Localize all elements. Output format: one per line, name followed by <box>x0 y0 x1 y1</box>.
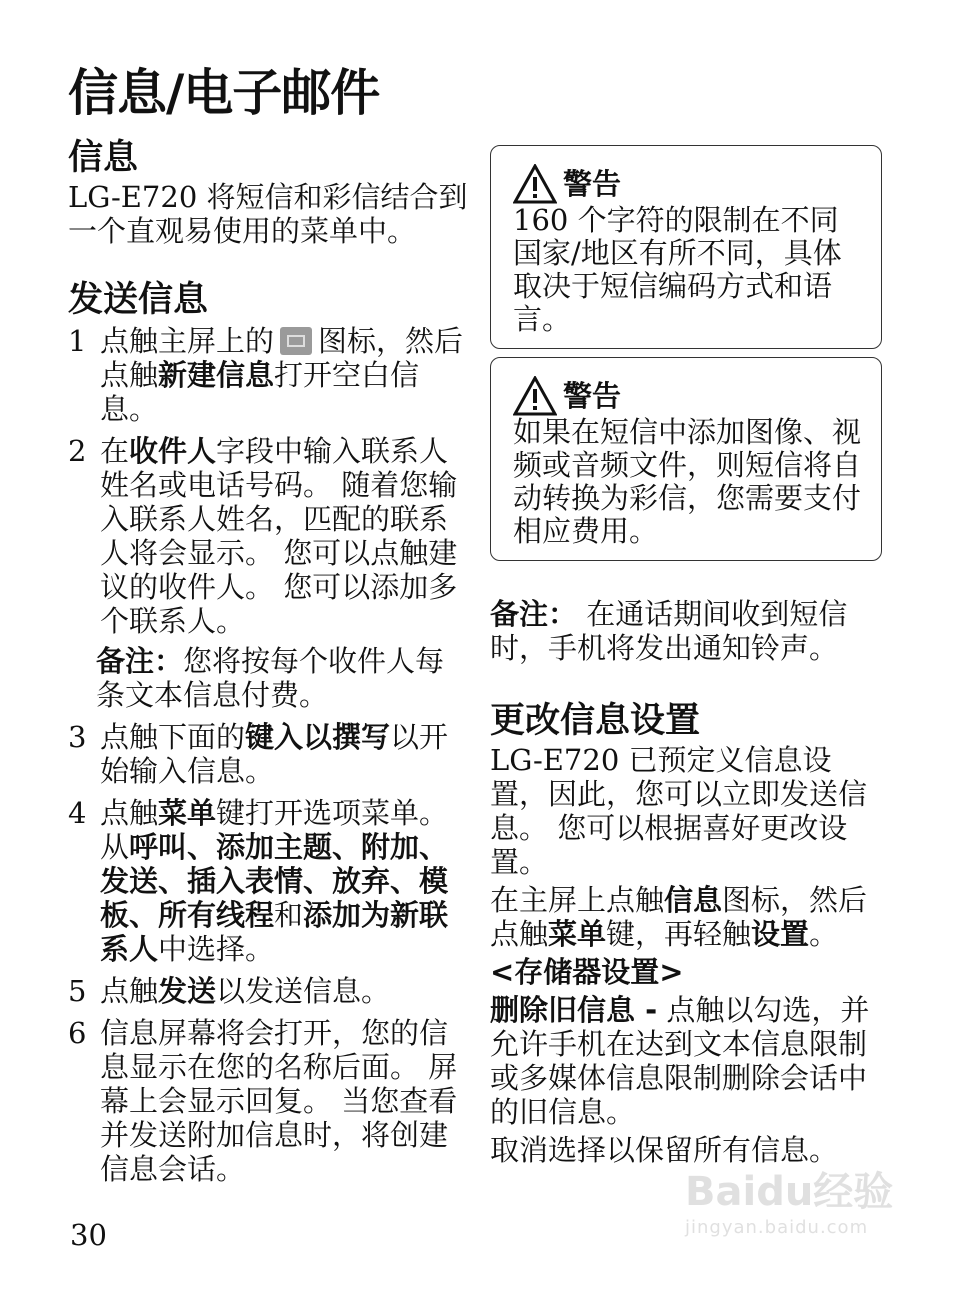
intro-paragraph: LG-E720 将短信和彩信结合到一个直观易使用的菜单中。 <box>68 180 468 248</box>
warning-header <box>513 376 861 416</box>
storage-settings-heading: <存储器设置> <box>490 955 684 989</box>
watermark-url: jingyan.baidu.com <box>685 1217 869 1238</box>
step-bold: 新建信息 <box>158 358 275 392</box>
warning-box-mms-conversion <box>490 357 882 561</box>
step-text: 打开空白信息。 <box>100 358 420 426</box>
instr-text: 。 <box>809 917 839 951</box>
delete-old-messages-paragraph <box>490 993 882 1129</box>
step-5 <box>68 974 468 1008</box>
step-bold: 呼叫、添加主题、附加、发送、插入表情、放弃、模板、所有线程 <box>100 830 449 932</box>
step-text: 字段中输入联系人姓名或电话号码。 随着您输入联系人姓名，匹配的联系人将会显示。 您可以点触建议的收件人。 您可以添加多个联系人。 <box>100 434 458 638</box>
step-number: 2 <box>68 434 87 468</box>
change-settings-heading: 更改信息设置 <box>490 701 701 741</box>
call-note-paragraph <box>490 597 882 665</box>
warning-text: 如果在短信中添加图像、视频或音频文件，则短信将自动转换为彩信，您需要支付相应费用。 <box>513 415 862 548</box>
instr-text: 键，再轻触 <box>606 917 752 951</box>
note-label: 备注： <box>490 597 578 631</box>
step-text: 点触 <box>100 796 159 830</box>
warning-triangle-icon <box>513 164 557 204</box>
note-paragraph <box>68 644 468 712</box>
warning-box-character-limit <box>490 145 882 349</box>
instr-text: 图标，然后点触 <box>490 883 868 951</box>
page-number: 30 <box>70 1218 107 1252</box>
delete-label: 删除旧信息 - <box>490 993 658 1027</box>
right-column <box>490 145 882 1167</box>
warning-title: 警告 <box>563 167 622 201</box>
step-number: 1 <box>68 324 87 358</box>
step-1 <box>68 324 468 426</box>
page-title: 信息/电子邮件 <box>68 64 380 122</box>
baidu-watermark <box>685 1160 915 1270</box>
step-number: 3 <box>68 720 87 754</box>
instr-bold: 信息 <box>664 883 723 917</box>
left-column <box>68 136 468 1186</box>
step-text: 点触主屏上的 <box>100 324 275 358</box>
note-text: 在通话期间收到短信时，手机将发出通知铃声。 <box>490 597 848 665</box>
step-number: 4 <box>68 796 87 830</box>
step-text: 点触下面的 <box>100 720 246 754</box>
step-text: 图标，然后点触 <box>100 324 464 392</box>
delete-text: 点触以勾选，并允许手机在达到文本信息限制或多媒体信息限制删除会话中的旧信息。 <box>490 993 870 1129</box>
note-label: 备注： <box>96 644 184 678</box>
step-6 <box>68 1016 468 1186</box>
step-text: 以开始输入信息。 <box>100 720 449 788</box>
step-text: 键打开选项菜单。 从 <box>100 796 449 864</box>
warning-text: 160 个字符的限制在不同国家/地区有所不同，具体取决于短信编码方式和语言。 <box>513 203 842 336</box>
step-bold: 菜单 <box>158 796 217 830</box>
warning-header <box>513 164 861 204</box>
settings-intro: LG-E720 已预定义信息设置，因此，您可以立即发送信息。 您可以根据喜好更改设置。 <box>490 743 868 879</box>
instr-bold: 设置 <box>751 917 810 951</box>
warning-triangle-icon <box>513 376 557 416</box>
step-number: 6 <box>68 1016 87 1050</box>
step-4 <box>68 796 468 966</box>
instr-bold: 菜单 <box>548 917 607 951</box>
settings-instructions <box>490 883 882 951</box>
note-text: 您将按每个收件人每条文本信息付费。 <box>96 644 445 712</box>
warning-title: 警告 <box>563 379 622 413</box>
cancel-paragraph: 取消选择以保留所有信息。 <box>490 1133 839 1167</box>
step-3 <box>68 720 468 788</box>
step-bold: 收件人 <box>129 434 217 468</box>
step-text: 以发送信息。 <box>216 974 391 1008</box>
messaging-app-icon <box>280 327 312 355</box>
section-heading-messages: 信息 <box>68 138 139 178</box>
step-text: 点触 <box>100 974 159 1008</box>
step-bold: 添加为新联系人 <box>100 898 449 966</box>
step-bold: 键入以撰写 <box>245 720 391 754</box>
step-number: 5 <box>68 974 87 1008</box>
step-text: 中选择。 <box>158 932 275 966</box>
step-text: 和 <box>274 898 304 932</box>
instr-text: 在主屏上点触 <box>490 883 665 917</box>
step-bold: 发送 <box>158 974 217 1008</box>
step-text: 信息屏幕将会打开，您的信息显示在您的名称后面。 屏幕上会显示回复。 当您查看并发送附加信息时，将创建信息会话。 <box>100 1016 458 1186</box>
step-text: 在 <box>100 434 130 468</box>
step-2 <box>68 434 468 638</box>
watermark-logo: Baidu经验 <box>685 1169 894 1215</box>
send-message-heading: 发送信息 <box>68 280 209 320</box>
